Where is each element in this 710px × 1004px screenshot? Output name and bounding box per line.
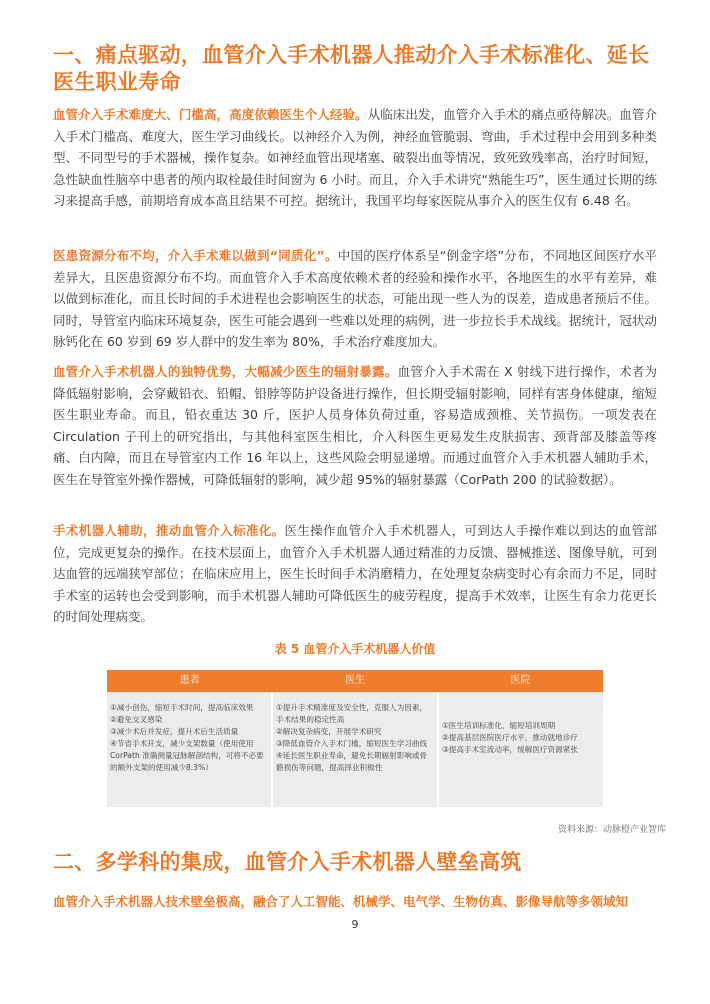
table-source: 资料来源：动脉橙产业智库 (557, 825, 666, 835)
table-cell-line: ②避免交叉感染 (110, 715, 163, 724)
paragraph-body: 中国的医疗体系呈“倒金字塔”分布，不同地区间医疗水平差异大，且医患资源分布不均。而血管介入手术高度依赖术者的经验和操作水平，各地医生的水平有差异，难以做到标准化，而且长时间的手术进程也会影响医生的状态，可能出现一些人为的误差，造成患者预后不佳。同时，导管室内临床环境复杂，医生可能会遇到一些难以处理的病例，进一步拉长手术战线。据统计，冠状动脉钙化在 60 岁到 69 岁人群中的发生率为 80%，手术治疗难度加大。 (53, 248, 657, 349)
paragraph-body: 医生操作血管介入手术机器人，可到达人手操作难以到达的血管部位，完成更复杂的操作。在技术层面上，血管介入手术机器人通过精准的力反馈、器械推送、图像导航，可到达血管的远端狭窄部位；在临床应用上，医生长时间手术消磨精力，在处理复杂病变时心有余而力不足，同时手术室的运转也会受到影响，而手术机器人辅助可降低医生的疲劳程度，提高手术效率，让医生有余力花更长的时间处理病变。 (53, 523, 657, 624)
table-cell-line: ①提升手术精准度及安全性，克服人为因素，手术结果的稳定性高 (276, 703, 428, 724)
section-title: 一、痛点驱动，血管介入手术机器人推动介入手术标准化、延长医生职业寿命 (53, 43, 650, 94)
paragraph (53, 104, 657, 212)
table-header-hospital: 医院 (510, 675, 531, 686)
table-cell-line: ④节省手术开支，减少支架数量（使用使用CorPath 准确测量冠脉解剖结构，可将不必要的额外支架的使用减少8.3%） (110, 739, 264, 772)
paragraph-lead: 血管介入手术难度大、门槛高，高度依赖医生个人经验。 (53, 107, 368, 122)
table-cell-patient (107, 692, 271, 807)
table-body-row (107, 692, 603, 807)
table-cell-line: ③减少术后并发症，提升术后生活质量 (110, 727, 239, 736)
table-cell-hospital (439, 692, 603, 807)
paragraph-lead: 血管介入手术机器人的独特优势，大幅减少医生的辐射暴露。 (53, 364, 398, 379)
paragraph-lead: 手术机器人辅助，推动血管介入标准化。 (53, 523, 285, 538)
paragraph (53, 891, 657, 913)
table-cell-line: ④延长医生职业寿命，避免长期辐射影响或骨骼损伤等问题，提高择业积极性 (276, 751, 428, 772)
paragraph-body: 从临床出发，血管介入手术的痛点亟待解决。血管介入手术门槛高、难度大，医生学习曲线长。以神经介入为例，神经血管脆弱、弯曲，手术过程中会用到多种类型、不同型号的手术器械，操作复杂。如神经血管出现堵塞、破裂出血等情况，致死致残率高，治疗时间短，急性缺血性脑卒中患者的颅内取栓最佳时间窗为 6 小时。而且，介入手术讲究“熟能生巧”，医生通过长期的练习来提高手感，前期培育成本高且结果不可控。据统计，我国平均每家医院从事介入的医生仅有 6.48 名。 (53, 107, 657, 208)
table-cell-line: ②提高基层医院医疗水平，推动就地诊疗 (442, 733, 578, 742)
paragraph (53, 245, 657, 353)
table-cell-line: ①医生培训标准化，缩短培训周期 (442, 721, 556, 730)
paragraph-lead: 血管介入手术机器人技术壁垒极高，融合了人工智能、机械学、电气学、生物仿真、影像导航等多领域知 (53, 894, 629, 909)
table-cell-line: ③降低血管介入手术门槛，缩短医生学习曲线 (276, 739, 428, 748)
table-header-doctor: 医生 (344, 675, 365, 686)
table-title: 表 5 血管介入手术机器人价值 (274, 642, 436, 656)
paragraph (53, 520, 657, 628)
table-cell-line: ①减小创伤，缩短手术时间，提高临床效果 (110, 703, 254, 712)
paragraph (53, 361, 657, 490)
paragraph-body: 血管介入手术需在 X 射线下进行操作，术者为降低辐射影响，会穿戴铅衣、铅帽、铅脖等防护设备进行操作，但长期受辐射影响，同样有害身体健康，缩短医生职业寿命。而且，铅衣重达 30 斤，医护人员身体负荷过重，容易造成颈椎、关节损伤。一项发表在 Circulation 子刊上的研究指出，与其他科室医生相比，介入科医生更易发生皮肤损害、颈背部及膝盖等疼痛、白内障，而且在导管室内工作 16 年以上，这些风险会明显递增。而通过血管介入手术机器人辅助手术，医生在导管室外操作器械，可降低辐射的影响，减少超 95%的辐射暴露（CorPath 200 的试验数据）。 (53, 364, 657, 487)
table-header-patient: 患者 (179, 675, 200, 686)
table-header-row (107, 670, 603, 692)
table-cell-doctor (273, 692, 437, 807)
table-cell-line: ②解决复杂病变，开展学术研究 (276, 727, 382, 736)
section-title: 二、多学科的集成，血管介入手术机器人壁垒高筑 (53, 850, 522, 874)
page-number: 9 (351, 918, 359, 931)
value-table (107, 670, 603, 807)
paragraph-lead: 医患资源分布不均，介入手术难以做到“同质化”。 (53, 248, 338, 263)
table-cell-line: ③提高手术室流动率，缓解医疗资源紧张 (442, 745, 578, 754)
